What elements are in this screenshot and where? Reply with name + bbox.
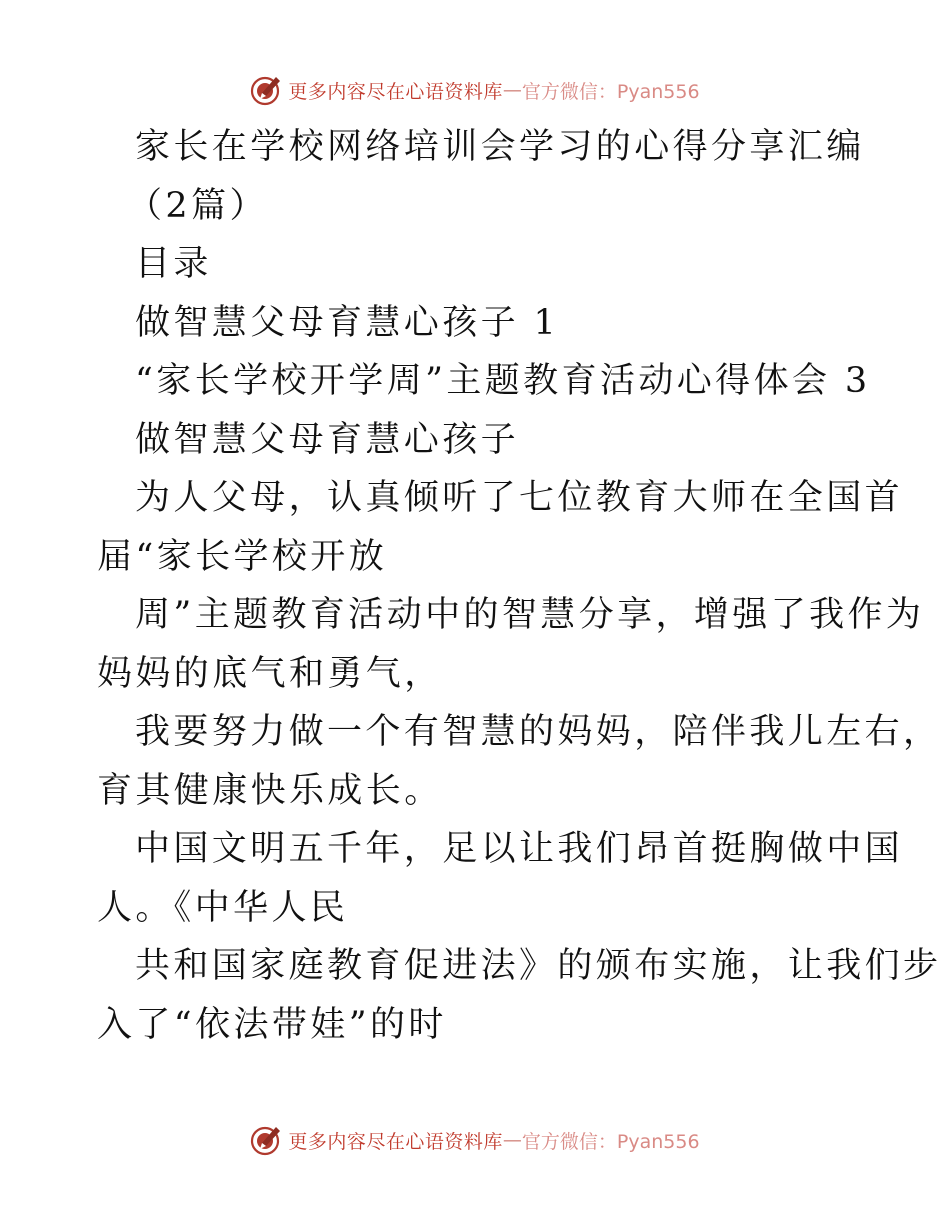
body-line: 为人父母，认真倾听了七位教育大师在全国首 xyxy=(135,478,904,518)
body-line: 人。《中华人民 xyxy=(97,887,349,928)
pen-nib-logo-icon xyxy=(250,73,284,107)
section-heading: 做智慧父母育慧心孩子 xyxy=(135,419,520,460)
footer-banner xyxy=(0,1120,950,1160)
separator-dash: — xyxy=(502,79,522,101)
pen-nib-logo-icon xyxy=(250,1123,284,1157)
toc-heading: 目录 xyxy=(135,244,212,284)
site-name: 更多内容尽在心语资料库 xyxy=(288,1130,503,1153)
body-line: 我要努力做一个有智慧的妈妈，陪伴我儿左右， xyxy=(135,712,942,752)
toc-item-1: 做智慧父母育慧心孩子 1 xyxy=(135,302,560,343)
wechat-id: 官方微信：Pyan556 xyxy=(521,1130,700,1153)
document-title-line-1: 家长在学校网络培训会学习的心得分享汇编 xyxy=(135,127,865,167)
body-line: 届“家长学校开放 xyxy=(97,536,388,577)
document-title-line-2: （2篇） xyxy=(127,185,268,226)
body-line: 入了“依法带娃”的时 xyxy=(97,1004,447,1045)
document-body xyxy=(97,118,942,1054)
body-line: 周”主题教育活动中的智慧分享，增强了我作为 xyxy=(135,595,925,635)
body-line: 中国文明五千年，足以让我们昂首挺胸做中国 xyxy=(135,829,904,869)
body-line: 共和国家庭教育促进法》的颁布实施，让我们步 xyxy=(135,946,942,986)
toc-item-2: “家长学校开学周”主题教育活动心得体会 3 xyxy=(135,361,871,401)
site-name: 更多内容尽在心语资料库 xyxy=(288,80,503,103)
separator-dash: — xyxy=(502,1129,522,1151)
header-banner xyxy=(0,70,950,110)
body-line: 妈妈的底气和勇气， xyxy=(97,653,443,694)
body-line: 育其健康快乐成长。 xyxy=(97,770,443,811)
wechat-id: 官方微信：Pyan556 xyxy=(521,80,700,103)
